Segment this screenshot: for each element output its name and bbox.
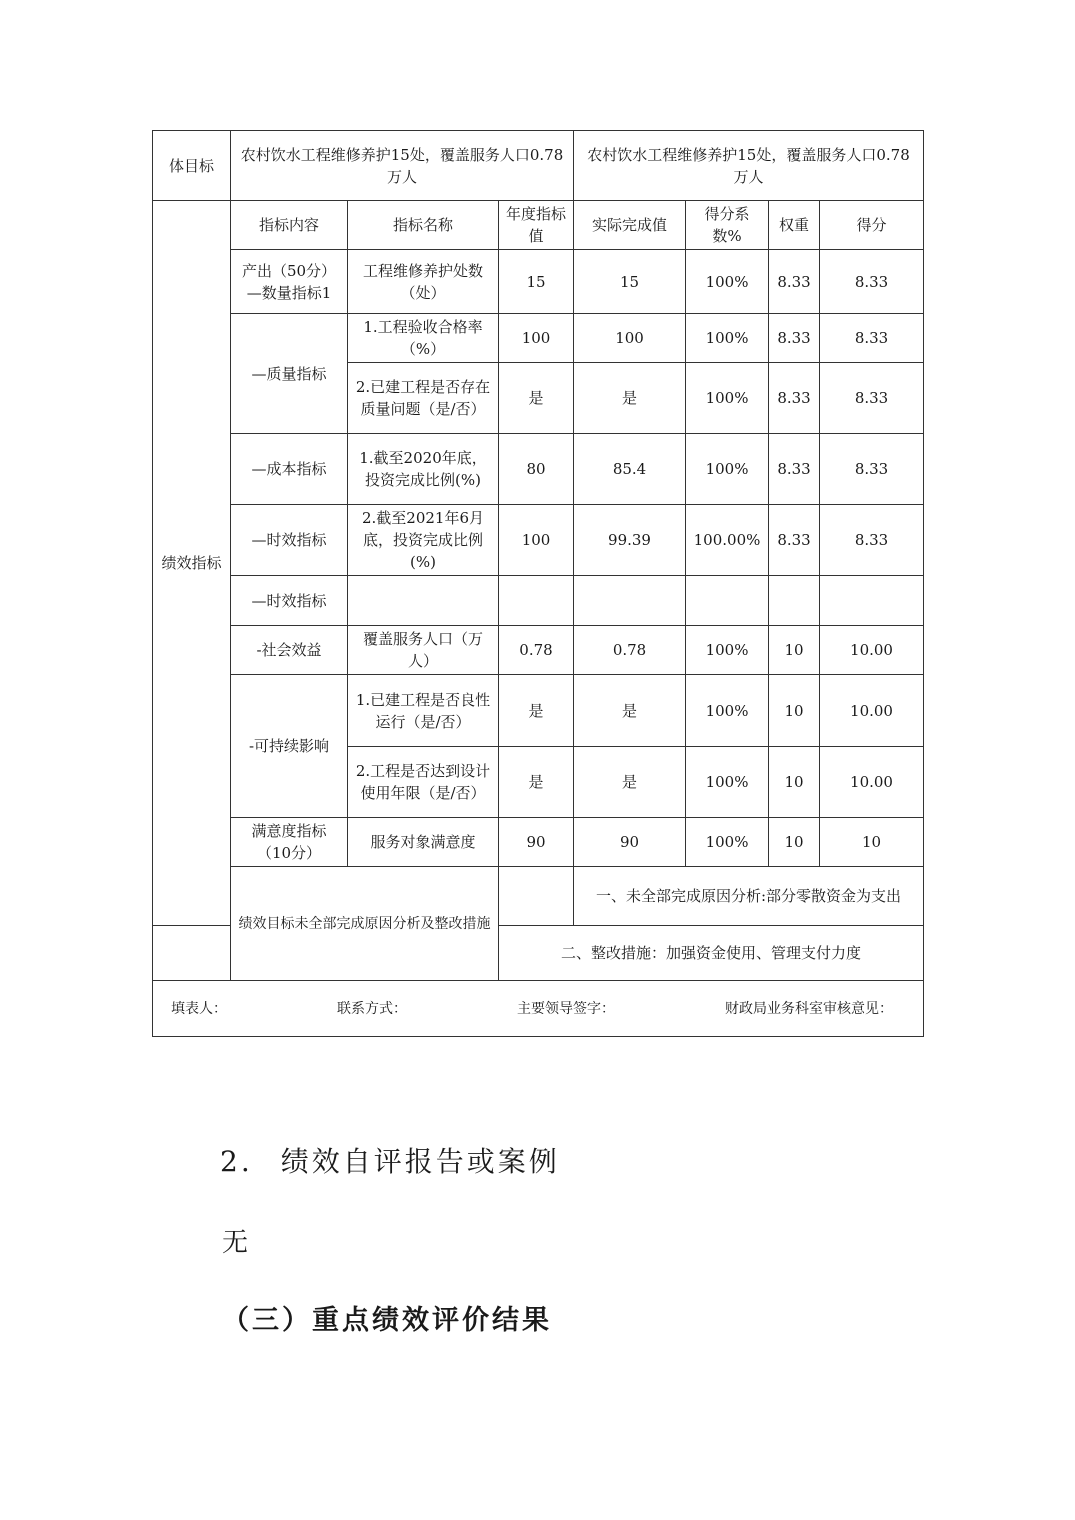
header-cell: 年度指标值	[499, 201, 574, 250]
header-cell: 权重	[769, 201, 820, 250]
header-cell: 指标名称	[348, 201, 499, 250]
header-cell: 指标内容	[231, 201, 348, 250]
table-row	[153, 626, 924, 675]
score-coef: 100%	[686, 250, 769, 314]
score: 8.33	[820, 363, 924, 434]
score: 10.00	[820, 675, 924, 747]
score: 8.33	[820, 250, 924, 314]
indicator-content: —质量指标	[231, 314, 348, 434]
target-value: 100	[499, 314, 574, 363]
finance-review-label: 财政局业务科室审核意见：	[725, 1000, 893, 1017]
weight: 8.33	[769, 250, 820, 314]
empty-cell	[499, 867, 574, 926]
weight: 8.33	[769, 434, 820, 505]
score-coef: 100%	[686, 818, 769, 867]
target-value: 100	[499, 505, 574, 576]
indicator-name: 工程维修养护处数（处）	[348, 250, 499, 314]
filler-label: 填表人：	[171, 1000, 227, 1017]
indicator-name: 1.截至2020年底，投资完成比例(%)	[348, 434, 499, 505]
indicator-content: —时效指标	[231, 576, 348, 626]
weight: 10	[769, 818, 820, 867]
section-body: 无	[222, 1228, 249, 1258]
target-value: 90	[499, 818, 574, 867]
indicator-name: 覆盖服务人口（万人）	[348, 626, 499, 675]
actual-value: 0.78	[574, 626, 686, 675]
indicator-content: —成本指标	[231, 434, 348, 505]
section-heading	[220, 1140, 560, 1180]
indicator-name: 1.工程验收合格率（%）	[348, 314, 499, 363]
score: 10.00	[820, 747, 924, 818]
actual-value: 100	[574, 314, 686, 363]
weight	[769, 576, 820, 626]
reason-analysis: 一、未全部完成原因分析:部分零散资金为支出	[574, 867, 924, 926]
indicator-content: 产出（50分） —数量指标1	[231, 250, 348, 314]
indicator-name: 2.截至2021年6月底，投资完成比例(%)	[348, 505, 499, 576]
score-coef: 100%	[686, 747, 769, 818]
score-coef: 100.00%	[686, 505, 769, 576]
score: 8.33	[820, 314, 924, 363]
actual-value: 是	[574, 747, 686, 818]
header-cell: 得分系数%	[686, 201, 769, 250]
header-cell: 实际完成值	[574, 201, 686, 250]
score-coef: 100%	[686, 626, 769, 675]
target-value: 0.78	[499, 626, 574, 675]
score-coef: 100%	[686, 434, 769, 505]
reason-label: 绩效目标未全部完成原因分析及整改措施	[231, 867, 499, 981]
indicator-content: —时效指标	[231, 505, 348, 576]
indicator-content: -可持续影响	[231, 675, 348, 818]
weight: 10	[769, 675, 820, 747]
weight: 10	[769, 747, 820, 818]
indicator-name: 2.工程是否达到设计使用年限（是/否）	[348, 747, 499, 818]
indicator-name: 服务对象满意度	[348, 818, 499, 867]
weight: 8.33	[769, 314, 820, 363]
goal-actual: 农村饮水工程维修养护15处，覆盖服务人口0.78万人	[574, 131, 924, 201]
target-value: 80	[499, 434, 574, 505]
indicator-content: 满意度指标（10分）	[231, 818, 348, 867]
table-row	[153, 250, 924, 314]
actual-value: 99.39	[574, 505, 686, 576]
actual-value: 是	[574, 363, 686, 434]
perf-indicator-label: 绩效指标	[153, 201, 231, 926]
indicator-content: -社会效益	[231, 626, 348, 675]
footer-row	[153, 981, 924, 1037]
empty-cell	[153, 926, 231, 981]
target-value: 是	[499, 363, 574, 434]
score-coef: 100%	[686, 363, 769, 434]
weight: 10	[769, 626, 820, 675]
section-number: 2.	[220, 1145, 253, 1178]
indicator-name: 1.已建工程是否良性运行（是/否）	[348, 675, 499, 747]
actual-value: 85.4	[574, 434, 686, 505]
table-row	[153, 576, 924, 626]
table-row	[153, 818, 924, 867]
section-title: 绩效自评报告或案例	[280, 1145, 560, 1178]
goal-planned: 农村饮水工程维修养护15处，覆盖服务人口0.78万人	[231, 131, 574, 201]
weight: 8.33	[769, 363, 820, 434]
contact-label: 联系方式：	[337, 1000, 407, 1017]
performance-table	[152, 130, 924, 1037]
score: 8.33	[820, 505, 924, 576]
actual-value	[574, 576, 686, 626]
header-cell: 得分	[820, 201, 924, 250]
table-row	[153, 314, 924, 363]
score: 8.33	[820, 434, 924, 505]
goal-label: 体目标	[153, 131, 231, 201]
indicator-name	[348, 576, 499, 626]
table-row	[153, 675, 924, 747]
score	[820, 576, 924, 626]
subheading: （三）重点绩效评价结果	[222, 1305, 552, 1336]
target-value: 15	[499, 250, 574, 314]
score-coef	[686, 576, 769, 626]
score: 10.00	[820, 626, 924, 675]
actual-value: 是	[574, 675, 686, 747]
target-value: 是	[499, 675, 574, 747]
table-row	[153, 505, 924, 576]
corrective-measures: 二、整改措施：加强资金使用、管理支付力度	[499, 926, 924, 981]
leader-signature-label: 主要领导签字：	[517, 1000, 615, 1017]
indicator-name: 2.已建工程是否存在质量问题（是/否）	[348, 363, 499, 434]
score-coef: 100%	[686, 675, 769, 747]
target-value: 是	[499, 747, 574, 818]
table-row	[153, 434, 924, 505]
score-coef: 100%	[686, 314, 769, 363]
target-value	[499, 576, 574, 626]
actual-value: 15	[574, 250, 686, 314]
actual-value: 90	[574, 818, 686, 867]
weight: 8.33	[769, 505, 820, 576]
score: 10	[820, 818, 924, 867]
